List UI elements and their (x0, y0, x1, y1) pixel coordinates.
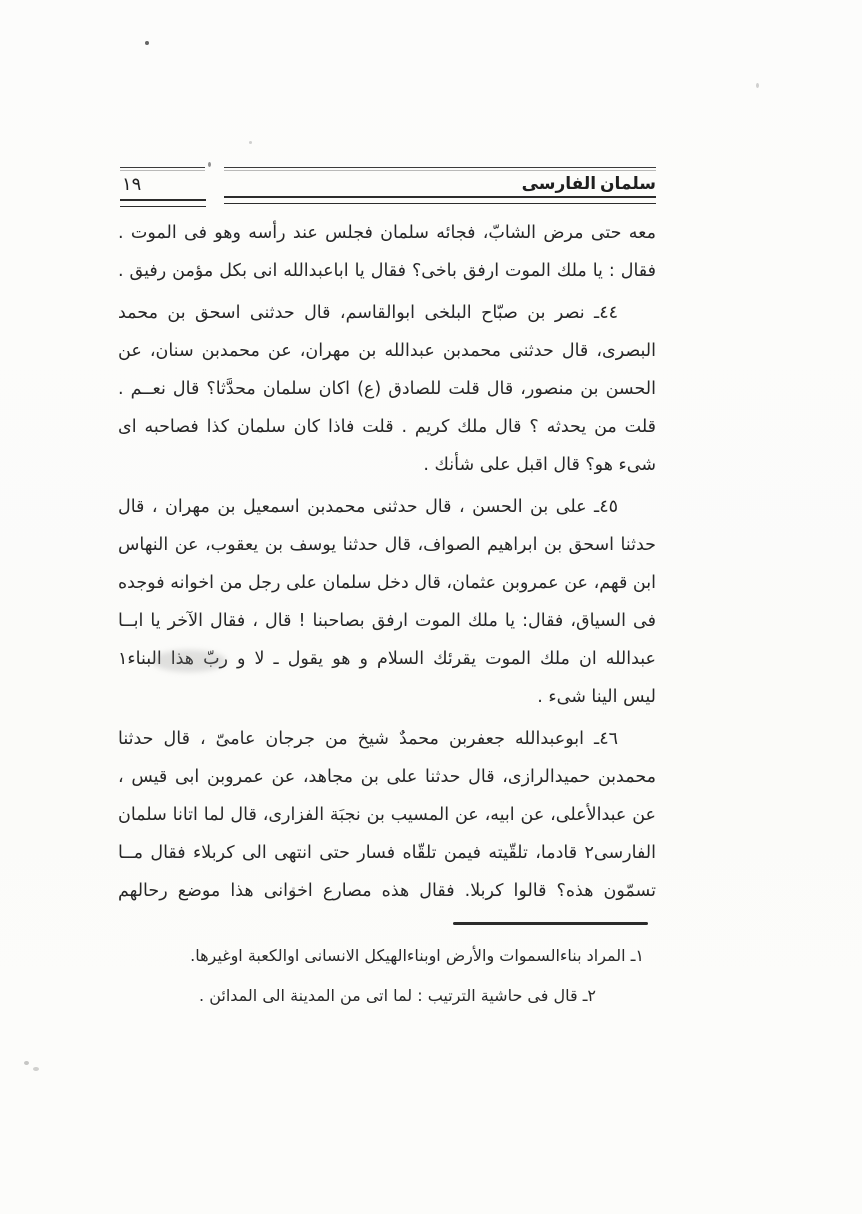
text-line: ٤٤ـ نصر بن صبّاح البلخى ابوالقاسم، قال حدثنى اسحق بن محمد (118, 303, 618, 323)
footnotes (118, 936, 656, 1016)
footnote-1: ١ـ المراد بناءالسموات والأرض اوبناءالهيكل الانسانى اوالكعبة اوغيرها. (190, 946, 644, 965)
page-title: سلمان الفارسى (521, 174, 656, 194)
footnote-2: ٢ـ قال فى حاشية الترتيب : لما اتى من المدينة الى المدائن . (199, 986, 596, 1005)
header-rule-bottom-right (224, 196, 656, 204)
text-line: عن عبدالأعلى، عن ابيه، عن المسيب بن نجبَة الفزارى، قال لما اتانا سلمان (118, 805, 656, 825)
text-line: شىء هو؟ قال اقبل على شأنك . (423, 455, 656, 475)
paragraph-3 (118, 720, 656, 910)
text-line: تسمّون هذه؟ قالوا كربلا. فقال هذه مصارع اخوانى هذا موضع رحالهم (118, 881, 656, 901)
scan-speck (145, 41, 149, 45)
scan-speck (292, 887, 295, 890)
text-line: ابن قهم، عن عمروبن عثمان، قال دخل سلمان على رجل من اخوانه فوجده (118, 573, 656, 593)
text-line: حدثنا اسحق بن ابراهيم الصواف، قال حدثنا يوسف بن يعقوب، عن النهاس (118, 535, 656, 555)
scan-speck (33, 1067, 39, 1071)
header-rule-top-right (224, 167, 656, 170)
page-number: ١٩ (122, 174, 142, 195)
footnote-separator-rule (453, 922, 648, 925)
scan-speck (208, 162, 211, 167)
text-line: قلت من يحدثه ؟ قال ملك كريم . قلت فاذا كان سلمان كذا فصاحبه اى (118, 417, 656, 437)
text-line: البصرى، قال حدثنى محمدبن عبدالله بن مهران، عن محمدبن سنان، عن (118, 341, 656, 361)
text-line: الحسن بن منصور، قال قلت للصادق (ع) اكان سلمان محدَّثا؟ قال نعــم . (118, 379, 656, 399)
text-line: محمدبن حميدالرازى، قال حدثنا على بن مجاهد، عن عمروبن ابى قيس ، (118, 767, 656, 787)
body-text (118, 214, 656, 910)
paragraph-1 (118, 294, 656, 484)
text-line: ٤٥ـ على بن الحسن ، قال حدثنى محمدبن اسمعيل بن مهران ، قال (118, 497, 618, 517)
text-line: فقال : يا ملك الموت ارفق باخى؟ فقال يا اباعبدالله انى بكل مؤمن رفيق . (118, 261, 656, 281)
scan-speck (249, 141, 252, 144)
ink-smudge (152, 650, 226, 672)
text-line: عبدالله ان ملك الموت يقرئك السلام و هو يقول ـ لا و ربّ هذا البناء١ (118, 649, 656, 669)
text-line: فى السياق، فقال: يا ملك الموت ارفق بصاحبنا ! قال ، فقال الآخر يا ابــا (118, 611, 656, 631)
text-line: ليس الينا شىء . (537, 687, 656, 707)
text-line: ٤٦ـ ابوعبدالله جعفربن محمدٌ شيخ من جرجان عامىّ ، قال حدثنا (118, 729, 618, 749)
text-line: معه حتى مرض الشابّ، فجائه سلمان فجلس عند رأسه وهو فى الموت . (118, 223, 656, 243)
text-line: الفارسى٢ قادما، تلقّيته فيمن تلقّاه فسار حتى انتهى الى كربلاء فقال مــا (118, 843, 656, 863)
scan-speck (24, 1061, 29, 1065)
paragraph-2 (118, 488, 656, 716)
header-rule-bottom-left (120, 199, 206, 207)
scan-speck (756, 83, 759, 88)
header-rule-top-left (120, 167, 205, 170)
paragraph-0 (118, 214, 656, 290)
